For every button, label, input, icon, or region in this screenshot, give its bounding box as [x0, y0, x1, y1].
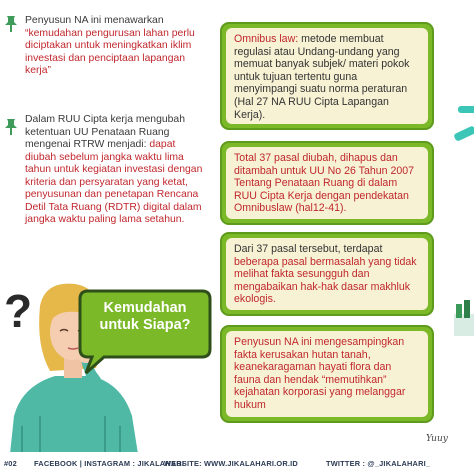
box-four-text: Penyusun NA ini mengesampingkan fakta kerusakan hutan tanah, keanekaragaman hayati flora dan fauna dan hendak “memutihkan” kejahatan korporasi yang melanggar hukum	[234, 336, 406, 411]
info-box-total-pasal	[220, 141, 434, 225]
footer	[0, 452, 474, 474]
box-three-highlight: beberapa pasal bermasalah yang tidak melihat fakta sesungguh dan mengabaikan hak-hak dasar makhluk ekologis.	[234, 255, 417, 306]
info-box-pasal-bermasalah	[220, 232, 434, 316]
page-number: #02	[4, 459, 17, 468]
signature: Yuuy	[426, 434, 448, 444]
info-box-penyusun-na	[220, 325, 434, 423]
box-one-label: Omnibus law:	[234, 33, 299, 45]
point-one-highlight: “kemudahan pengurusan lahan perlu diciptakan untuk meningkatkan iklim investasi dan penciptaan lapangan kerja”	[25, 27, 195, 76]
plant-decoration	[446, 296, 474, 340]
point-two-intro: Dalam RUU Cipta kerja mengubah ketentuan UU Penataan Ruang mengenai RTRW menjadi:	[25, 114, 185, 150]
info-box-omnibus	[220, 22, 434, 130]
pin-icon	[4, 15, 18, 33]
speech-bubble-text: Kemudahan untuk Siapa?	[99, 300, 191, 333]
footer-social: FACEBOOK | INSTAGRAM : JIKALAHARI	[34, 459, 185, 468]
box-three-intro: Dari 37 pasal tersebut, terdapat	[234, 243, 383, 255]
footer-website: WEBSITE: WWW.JIKALAHARI.OR.ID	[164, 459, 298, 468]
box-one-text: metode membuat regulasi atau Undang-undang yang memuat banyak subjek/ materi pokok untuk tujuan tertentu guna menyimpangi suatu norma peraturan (Hal 27 NA RUU Cipta Lapangan Kerja).	[234, 33, 410, 121]
point-two-highlight: dapat diubah sebelum jangka waktu lima tahun untuk kegiatan investasi dengan kriteria dan persyaratan yang ketat, penyusunan dan penetapan Rencana Detil Tata Ruang (RDTR) digital dalam jangka waktu paling lama setahun.	[25, 139, 203, 225]
decoration-shapes	[446, 104, 474, 148]
point-one-intro: Penyusun NA ini menawarkan	[25, 15, 164, 26]
point-two	[25, 114, 203, 227]
box-two-text: Total 37 pasal diubah, dihapus dan ditambah untuk UU No 26 Tahun 2007 Tentang Penataan Ruang di dalam RUU Cipta Kerja dengan pendekatan Omnibuslaw (hal12-41).	[234, 152, 415, 215]
footer-twitter: TWITTER : @_JIKALAHARI_	[326, 459, 431, 468]
question-mark: ?	[4, 285, 33, 337]
point-one	[25, 15, 200, 78]
pin-icon	[4, 118, 18, 136]
